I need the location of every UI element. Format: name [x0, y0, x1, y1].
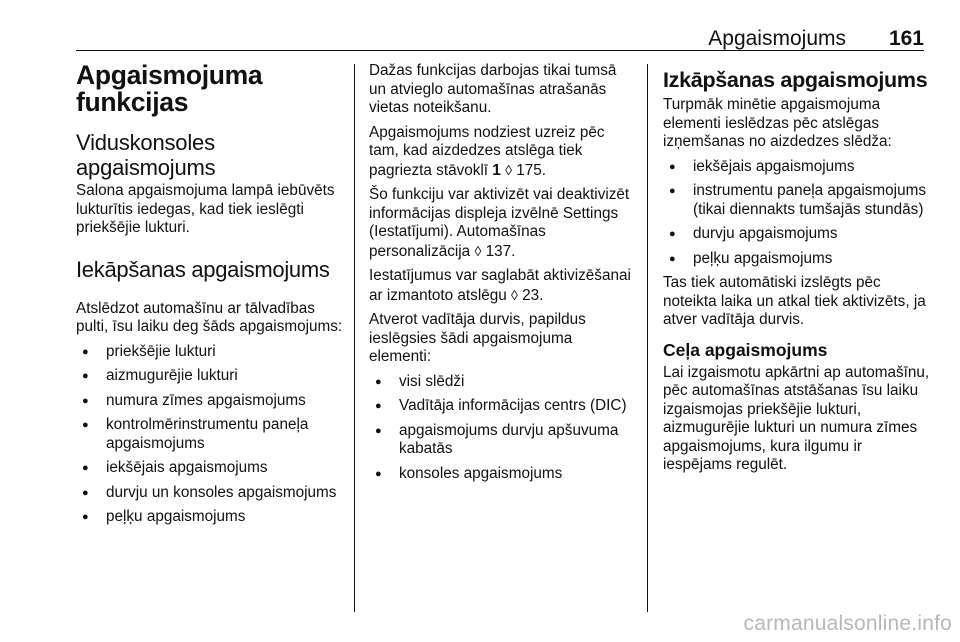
list-item: ● peļķu apgaismojums: [76, 508, 346, 527]
column-divider-1: [354, 64, 355, 612]
list-item: ● durvju apgaismojums: [663, 225, 933, 244]
paragraph-text: Šo funkciju var aktivizēt vai deaktivizēt informācijas displeja izvēlnē Settings (Iestatījumi). Automašīnas personalizācija: [369, 186, 630, 260]
section-text-entry-light: Atslēdzot automašīnu ar tālvadības pulti, īsu laiku deg šāds apgaismojums:: [76, 299, 343, 335]
paragraph: Lai izgaismotu apkārtni ap automašīnu, pēc automašīnas atstāšanas īsu laiku izgaismojas priekšējie lukturi, aizmugurējie lukturi un numura zīmes apgaismojums, kura ilgumu ir iespējams regulēt.: [663, 363, 930, 473]
page-number: 161: [888, 27, 924, 50]
chapter-title-line-2: funkcijas: [76, 87, 189, 117]
paragraph-text: Apgaismojums nodziest uzreiz pēc tam, kad aizdedzes atslēga tiek pagriezta stāvoklī: [369, 123, 605, 179]
paragraph: Dažas funkcijas darbojas tikai tumsā un atvieglo automašīnas atrašanās vietas noteikšanu.: [369, 62, 617, 116]
list-item: ● konsoles apgaismojums: [369, 465, 637, 484]
section-title-console-light: [76, 130, 346, 180]
page-ref[interactable]: 175.: [516, 161, 547, 179]
page-ref-arrow-icon: ◊: [505, 161, 512, 178]
list-item: ● instrumentu paneļa apgaismojums (tikai diennakts tumšajās stundās): [663, 182, 933, 219]
list-item: ● apgaismojums durvju apšuvuma kabatās: [369, 422, 637, 459]
list-item: ● durvju un konsoles apgaismojums: [76, 484, 346, 503]
exit-light-list: [663, 158, 933, 269]
list-item: ● priekšējie lukturi: [76, 343, 346, 362]
ignition-position: 1: [492, 161, 501, 179]
list-item: ● numura zīmes apgaismojums: [76, 392, 346, 411]
list-item: ● aizmugurējie lukturi: [76, 367, 346, 386]
page-ref-arrow-icon: ◊: [474, 242, 482, 259]
paragraph: Turpmāk minētie apgaismojuma elementi ieslēdzas pēc atslēgas izņemšanas no aizdedzes slēdža:: [663, 96, 892, 150]
paragraph: [369, 267, 637, 305]
page-header: [76, 26, 924, 52]
driver-door-light-list: [369, 373, 637, 484]
paragraph-text: Iestatījumus var saglabāt aktivizēšanai ar izmantoto atslēgu: [369, 267, 631, 304]
paragraph: [369, 124, 637, 181]
chapter-title-line-1: Apgaismojuma: [76, 60, 263, 90]
paragraph: Tas tiek automātiski izslēgts pēc noteikta laika un atkal tiek aktivizēts, ja atver vadītāja durvis.: [663, 274, 926, 328]
page-ref-arrow-icon: ◊: [511, 286, 518, 303]
header-title: Apgaismojums: [708, 27, 846, 50]
section-title-entry-light: Iekāpšanas apgaismojums: [76, 256, 330, 282]
list-item: ● Vadītāja informācijas centrs (DIC): [369, 397, 637, 416]
entry-light-list: [76, 343, 346, 527]
column-1: [76, 62, 346, 533]
watermark: carmanualsonline.info: [743, 612, 952, 635]
section-text-console-light: Salona apgaismojuma lampā iebūvēts lukturītis iedegas, kad tiek ieslēgti priekšējie lukturi.: [76, 182, 335, 236]
column-3: [663, 62, 933, 481]
page-ref[interactable]: 137.: [485, 242, 516, 260]
section-title-exit-light: Izkāpšanas apgaismojums: [663, 68, 928, 92]
section-title-line-2: apgaismojums: [76, 155, 216, 180]
header-rule: [76, 50, 924, 51]
paragraph: Atverot vadītāja durvis, papildus ieslēgsies šādi apgaismojuma elementi:: [369, 311, 586, 365]
list-item: ● iekšējais apgaismojums: [76, 459, 346, 478]
section-title-line-1: Viduskonsoles: [76, 130, 215, 155]
list-item: ● kontrolmērinstrumentu paneļa apgaismojums: [76, 416, 346, 453]
column-divider-2: [647, 64, 648, 612]
page-ref[interactable]: 23.: [522, 286, 544, 304]
column-2: [369, 62, 637, 489]
list-item: ● iekšējais apgaismojums: [663, 158, 933, 177]
list-item: ● visi slēdži: [369, 373, 637, 392]
sub-title-path-light: Ceļa apgaismojums: [663, 339, 828, 360]
paragraph: [369, 186, 637, 261]
list-item: ● peļķu apgaismojums: [663, 250, 933, 269]
chapter-title: [76, 62, 346, 116]
